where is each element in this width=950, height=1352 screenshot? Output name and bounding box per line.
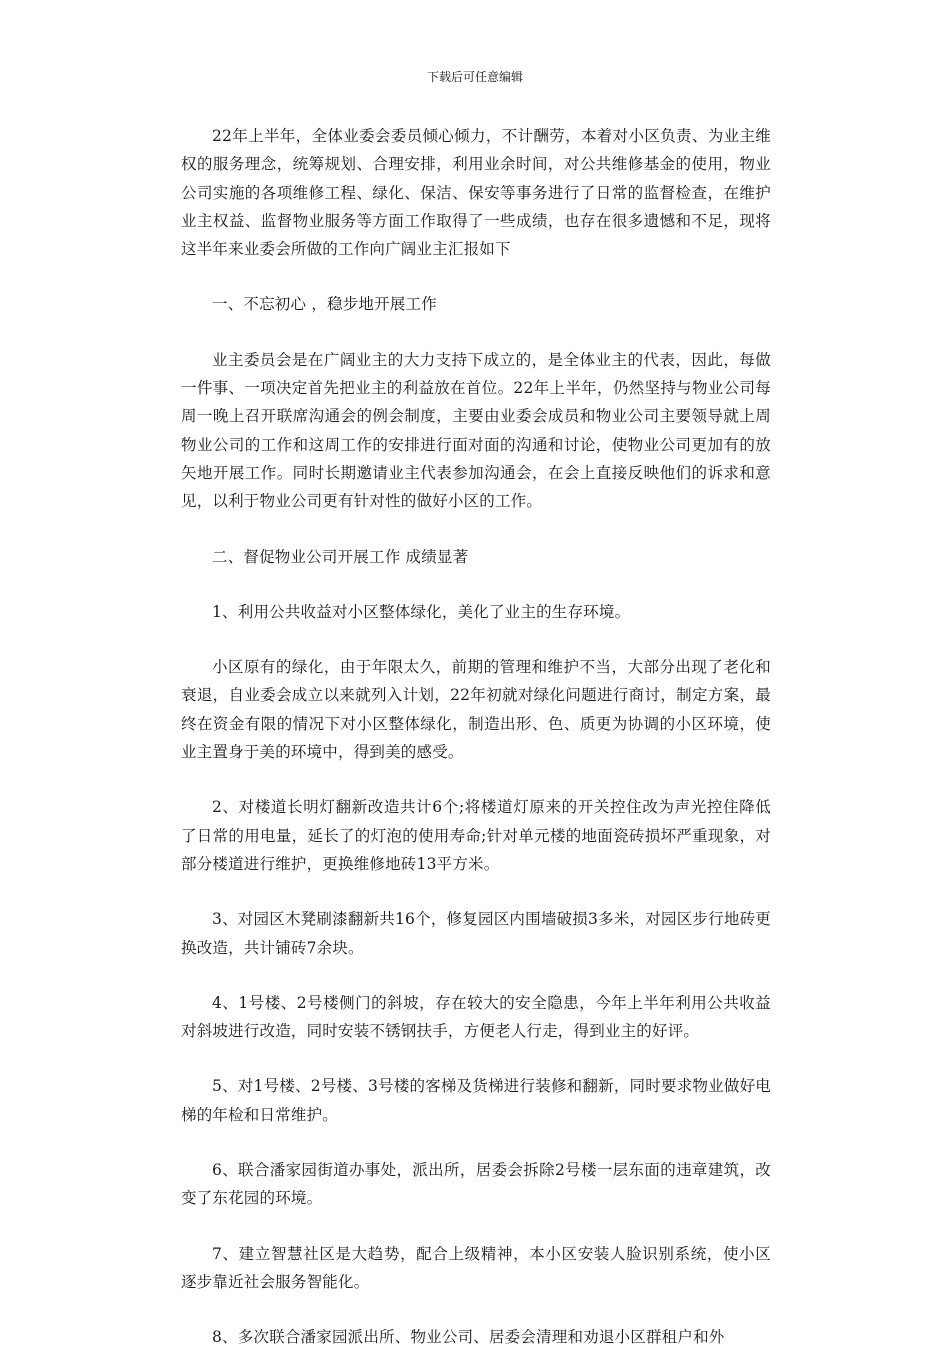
section-1-paragraph: 业主委员会是在广阔业主的大力支持下成立的，是全体业主的代表，因此，每做一件事、一项决定首先把业主的利益放在首位。22年上半年，仍然坚持与物业公司每周一晚上召开联席沟通会的例会制度，主要由业委会成员和物业公司主要领导就上周物业公司的工作和这周工作的安排进行面对面的沟通和讨论，使物业公司更加有的放矢地开展工作。同时长期邀请业主代表参加沟通会，在会上直接反映他们的诉求和意见，以利于物业公司更有针对性的做好小区的工作。 xyxy=(181,350,771,511)
item-3: 3、对园区木凳刷漆翻新共16个，修复园区内围墙破损3多米，对园区步行地砖更换改造，共计铺砖7余块。 xyxy=(181,910,771,957)
section-heading-1: 一、不忘初心 ，稳步地开展工作 xyxy=(212,295,437,314)
item-1-detail: 小区原有的绿化，由于年限太久，前期的管理和维护不当，大部分出现了老化和衰退，自业委会成立以来就列入计划，22年初就对绿化问题进行商讨，制定方案，最终在资金有限的情况下对小区整体绿化，制造出形、色、质更为协调的小区环境，使业主置身于美的环境中，得到美的感受。 xyxy=(181,658,771,762)
item-5: 5、对1号楼、2号楼、3号楼的客梯及货梯进行装修和翻新，同时要求物业做好电梯的年检和日常维护。 xyxy=(181,1077,771,1124)
intro-paragraph: 22年上半年，全体业委会委员倾心倾力，不计酬劳，本着对小区负责、为业主维权的服务理念，统筹规划、合理安排，利用业余时间，对公共维修基金的使用，物业公司实施的各项维修工程、绿化、保洁、保安等事务进行了日常的监督检查，在维护业主权益、监督物业服务等方面工作取得了一些成绩，也存在很多遗憾和不足，现将这半年来业委会所做的工作向广阔业主汇报如下 xyxy=(181,127,771,259)
item-2: 2、对楼道长明灯翻新改造共计6个;将楼道灯原来的开关控住改为声光控住降低了日常的用电量，延长了的灯泡的使用寿命;针对单元楼的地面瓷砖损坏严重现象，对部分楼道进行维护，更换维修地砖13平方米。 xyxy=(181,798,771,873)
item-4: 4、1号楼、2号楼侧门的斜坡，存在较大的安全隐患，今年上半年利用公共收益对斜坡进行改造，同时安装不锈钢扶手，方便老人行走，得到业主的好评。 xyxy=(181,993,771,1041)
section-heading-2: 二、督促物业公司开展工作 成绩显著 xyxy=(212,547,469,566)
page-header: 下载后可任意编辑 xyxy=(426,70,523,84)
document-body xyxy=(181,122,771,1352)
item-6: 6、联合潘家园街道办事处，派出所，居委会拆除2号楼一层东面的违章建筑，改变了东花园的环境。 xyxy=(181,1161,771,1208)
item-8: 8、多次联合潘家园派出所、物业公司、居委会清理和劝退小区群租户和外 xyxy=(212,1328,725,1347)
item-1: 1、利用公共收益对小区整体绿化，美化了业主的生存环境。 xyxy=(212,602,631,621)
item-7: 7、建立智慧社区是大趋势，配合上级精神，本小区安装人脸识别系统，使小区逐步靠近社会服务智能化。 xyxy=(181,1244,771,1291)
